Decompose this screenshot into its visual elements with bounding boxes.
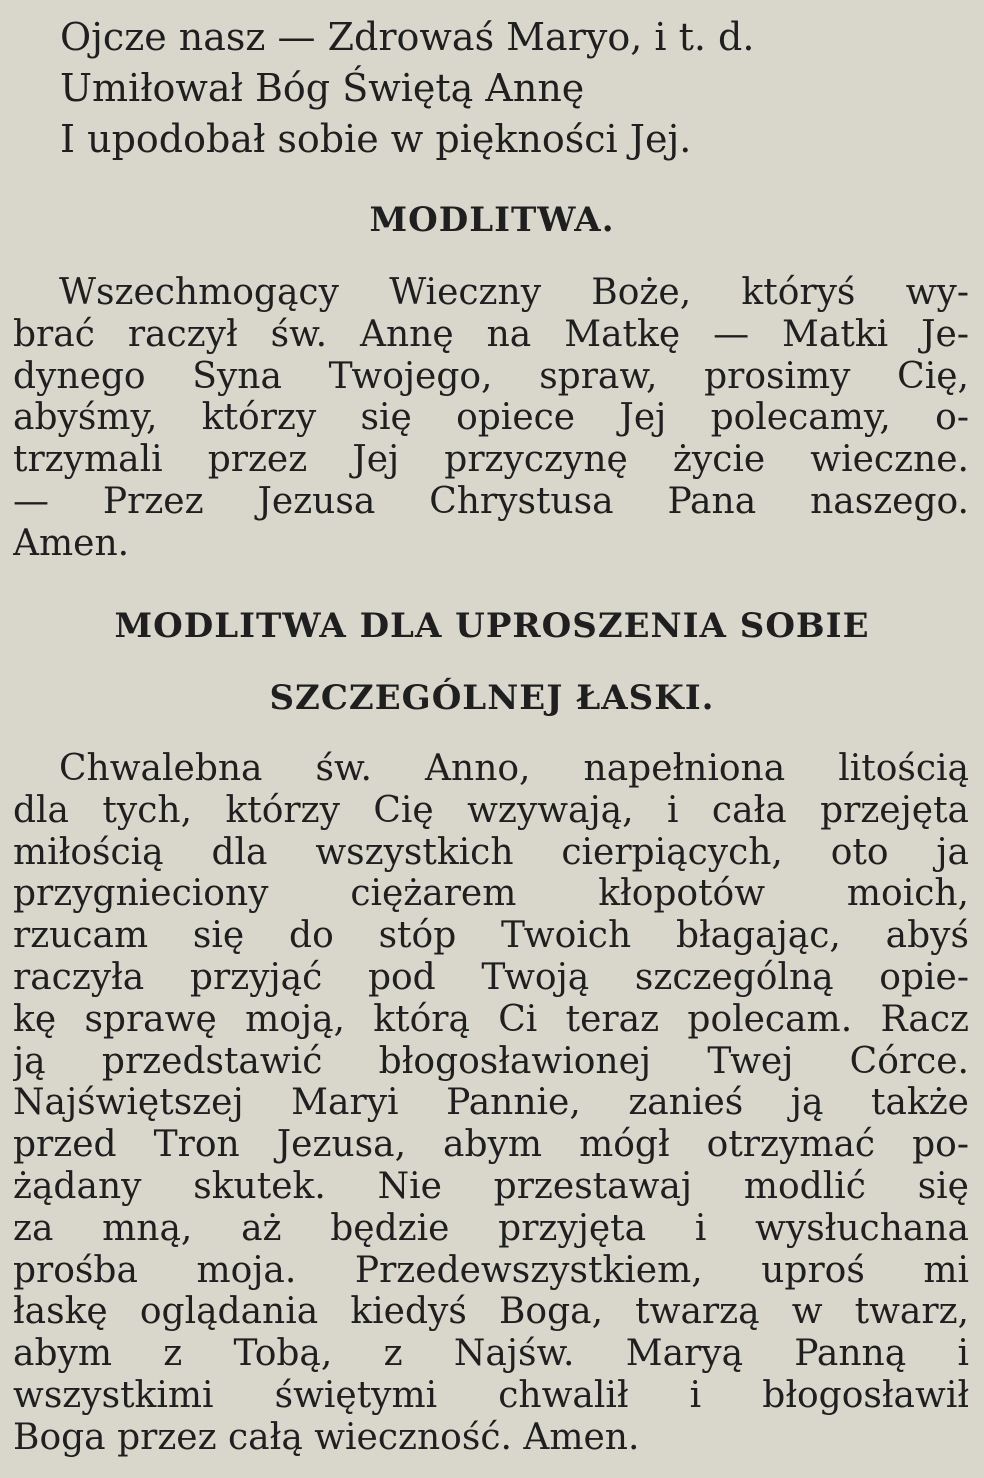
text-line: przygnieciony ciężarem kłopotów moich, <box>13 873 969 915</box>
text-line: kę sprawę moją, którą Ci teraz polecam. Racz <box>13 998 969 1040</box>
heading-laski: SZCZEGÓLNEJ ŁASKI. <box>269 678 715 718</box>
text-line: Wszechmogący Wieczny Boże, któryś wy- <box>59 272 969 313</box>
text-line: abyśmy, którzy się opiece Jej polecamy, o- <box>13 397 969 439</box>
text-line: abym z Tobą, z Najśw. Maryą Panną i <box>13 1333 969 1375</box>
text-line: rzucam się do stóp Twoich błagając, abyś <box>13 915 969 957</box>
heading-modlitwa: MODLITWA. <box>369 200 615 240</box>
intro-line: Ojcze nasz — Zdrowaś Maryo, i t. d. <box>60 15 755 59</box>
text-line: Najświętszej Maryi Pannie, zanieś ją także <box>13 1082 969 1124</box>
text-line: dla tych, którzy Cię wzywają, i cała przejęta <box>13 789 969 831</box>
intro-line: I upodobał sobie w piękności Jej. <box>60 117 692 161</box>
text-line: prośba moja. Przedewszystkiem, uproś mi <box>13 1249 969 1291</box>
text-line: — Przez Jezusa Chrystusa Pana naszego. <box>13 480 969 522</box>
text-line: żądany skutek. Nie przestawaj modlić się <box>13 1165 969 1207</box>
intro-verses <box>60 12 960 165</box>
text-line: wszystkimi świętymi chwalił i błogosławił <box>13 1374 969 1416</box>
text-line: przed Tron Jezusa, abym mógł otrzymać po- <box>13 1124 969 1166</box>
text-line: Boga przez całą wieczność. Amen. <box>13 1416 640 1458</box>
text-line: dynego Syna Twojego, spraw, prosimy Cię, <box>13 355 969 397</box>
text-line: miłością dla wszystkich cierpiących, oto ja <box>13 831 969 873</box>
text-line: ją przedstawić błogosławionej Twej Córce. <box>13 1040 969 1082</box>
text-line: trzymali przez Jej przyczynę życie wieczne. <box>13 439 969 481</box>
text-line: Amen. <box>13 522 130 564</box>
text-line: raczyła przyjąć pod Twoją szczególną opie- <box>13 956 969 998</box>
intro-line: Umiłował Bóg Świętą Annę <box>60 66 585 110</box>
heading-uproszenie: MODLITWA DLA UPROSZENIA SOBIE <box>114 606 870 646</box>
text-line: Chwalebna św. Anno, napełniona litością <box>59 748 969 789</box>
prayer-paragraph-1 <box>13 272 969 565</box>
text-line: za mną, aż będzie przyjęta i wysłuchana <box>13 1207 969 1249</box>
prayer-paragraph-2 <box>13 748 969 1459</box>
text-line: brać raczył św. Annę na Matkę — Matki Je- <box>13 313 969 355</box>
text-line: łaskę oglądania kiedyś Boga, twarzą w twarz, <box>13 1291 969 1333</box>
